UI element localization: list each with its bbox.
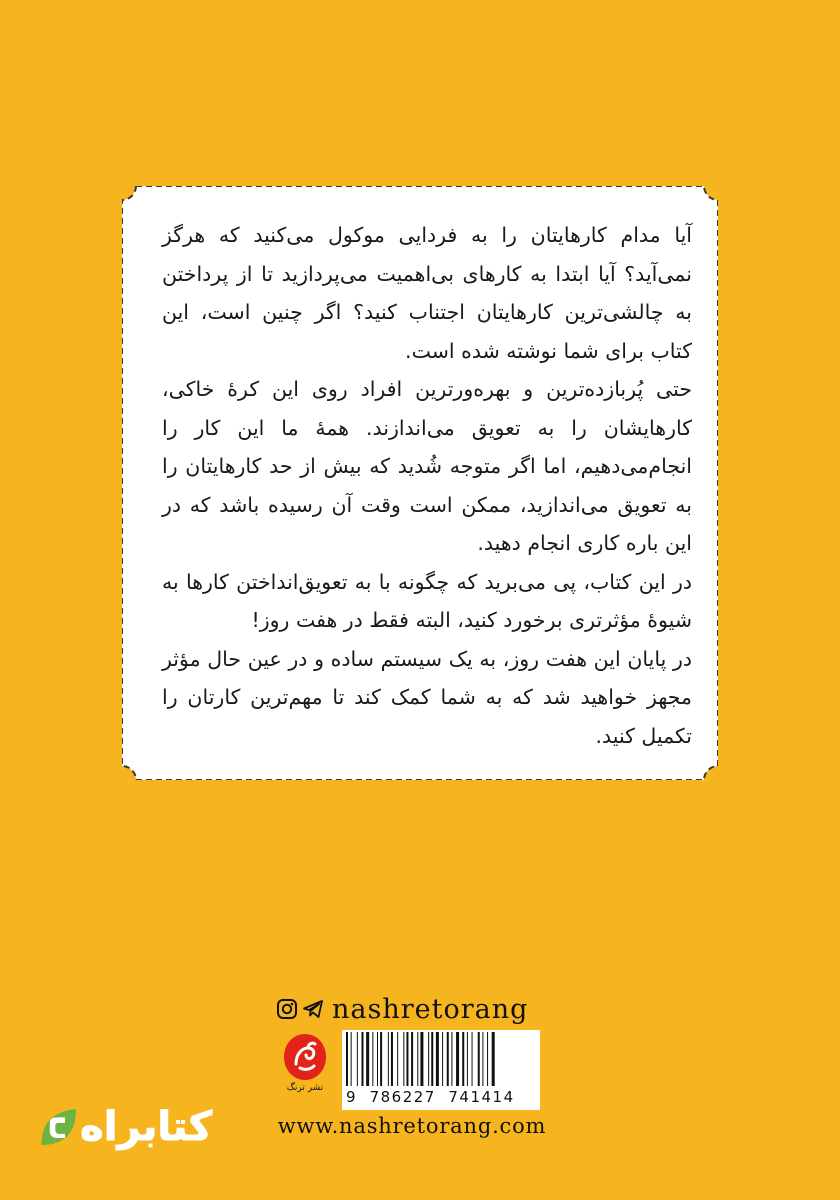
telegram-icon[interactable] [302, 998, 324, 1020]
barcode-bar [492, 1032, 495, 1086]
barcode-bar [351, 1032, 352, 1086]
barcode-bar [467, 1032, 468, 1086]
watermark-text: کتابراه [80, 1104, 212, 1150]
barcode-bar [456, 1032, 459, 1086]
barcode-bar [397, 1032, 398, 1086]
leaf-logo-icon [36, 1095, 80, 1159]
barcode-bar [380, 1032, 382, 1086]
blurb-paragraph-2: حتی پُربازده‌ترین و بهره‌ورترین افراد روی این کرهٔ خاکی، کارهایشان را به تعویق می‌اندازند. همهٔ ما این کار را انجام‌می‌دهیم، اما اگر متوجه شُدید که بیش از حد کارهایتان را به تعویق می‌اندازید، ممکن است وقت آن رسیده باشد که در این باره کاری انجام دهید. [162, 377, 692, 555]
barcode-bar [436, 1032, 439, 1086]
publisher-emblem-icon [282, 1032, 328, 1082]
barcode-bar [406, 1032, 408, 1086]
barcode-bar [391, 1032, 393, 1086]
barcode-bar [478, 1032, 480, 1086]
publisher-website[interactable]: www.nashretorang.com [277, 1114, 547, 1138]
barcode-bar [487, 1032, 488, 1086]
barcode-bar [388, 1032, 389, 1086]
publisher-name: نشر ترنگ [286, 1083, 324, 1093]
publisher-logo [275, 1032, 335, 1110]
isbn-number: 9 786227 741414 [346, 1088, 515, 1106]
social-handle[interactable]: nashretorang [332, 993, 529, 1025]
barcode-bar [462, 1032, 464, 1086]
barcode-bar [362, 1032, 364, 1086]
blurb-paragraph-4: در پایان این هفت روز، به یک سیستم ساده و در عین حال مؤثر مجهز خواهید شد که به شما کمک کند تا مهم‌ترین کارتان را تکمیل کنید. [162, 646, 692, 748]
barcode-bar [420, 1032, 423, 1086]
barcode-bars [342, 1030, 540, 1088]
barcode-bar [417, 1032, 418, 1086]
barcode-bar [372, 1032, 373, 1086]
barcode-bar [472, 1032, 473, 1086]
blurb-paragraph-3: در این کتاب، پی می‌برید که چگونه با به تعویق‌انداختن کارها به شیوهٔ مؤثرتری برخورد کنید، البته فقط در هفت روز! [162, 569, 692, 632]
barcode-bar [411, 1032, 413, 1086]
barcode-bar [442, 1032, 443, 1086]
barcode-bar [482, 1032, 483, 1086]
barcode-bar [346, 1032, 348, 1086]
blurb-paragraph-1: آیا مدام کارهایتان را به فردایی موکول می‌کنید که هرگز نمی‌آید؟ آیا ابتدا به کارهای بی‌اهمیت می‌پردازید تا از پرداختن به چالشی‌ترین کارهایتان اجتناب کنید؟ اگر چنین است، این کتاب برای شما نوشته شده است. [162, 223, 692, 363]
barcode-bar [431, 1032, 433, 1086]
barcode-bar [447, 1032, 449, 1086]
barcode-bar [366, 1032, 369, 1086]
barcode-bar [428, 1032, 429, 1086]
barcode-bar [451, 1032, 452, 1086]
blurb-card [122, 186, 718, 780]
social-row [276, 992, 546, 1026]
instagram-icon[interactable] [276, 998, 298, 1020]
barcode-bar [377, 1032, 378, 1086]
ketabrah-watermark [36, 1092, 216, 1162]
barcode-bar [357, 1032, 358, 1086]
barcode-bar [403, 1032, 404, 1086]
blurb-text [162, 216, 692, 755]
